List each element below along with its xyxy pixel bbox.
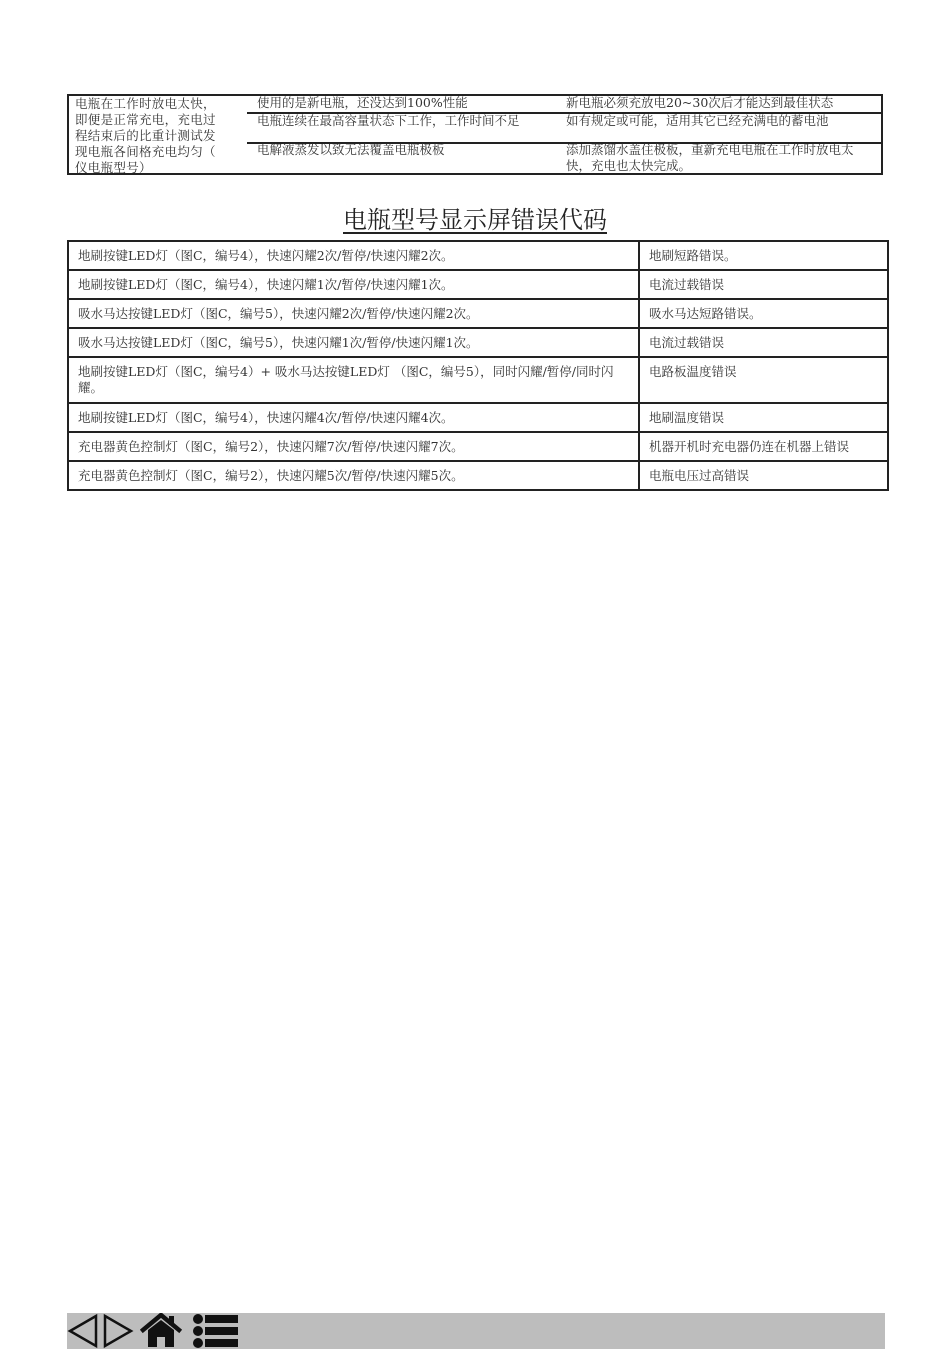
next-arrow-icon: [101, 1313, 135, 1349]
cause-line: 程结束后的比重计测试发: [75, 128, 216, 143]
error-code-table: [67, 240, 889, 491]
bottom-nav-bar: [67, 1313, 885, 1349]
cause-cell: [75, 96, 247, 176]
solution-cell: 添加蒸馏水盖住极板，重新充电电瓶在工作时放电太快，充电也太快完成。: [566, 142, 854, 173]
cause-line: 电瓶在工作时放电太快，: [75, 96, 216, 111]
table-row: [68, 432, 888, 461]
error-cell: 地刷短路错误。: [639, 241, 888, 270]
reason-cell: 使用的是新电瓶，还没达到100%性能: [257, 95, 468, 110]
table-row: [68, 299, 888, 328]
reason-cell: 电解液蒸发以致无法覆盖电瓶极板: [257, 142, 445, 157]
indicator-cell: 地刷按键LED灯（图C，编号4），快速闪耀2次/暂停/快速闪耀2次。: [68, 241, 639, 270]
home-icon: [140, 1313, 182, 1349]
error-cell: 电路板温度错误: [639, 357, 888, 403]
next-page-button[interactable]: [101, 1313, 135, 1349]
indicator-cell: 地刷按键LED灯（图C，编号4），快速闪耀1次/暂停/快速闪耀1次。: [68, 270, 639, 299]
prev-arrow-icon: [67, 1313, 101, 1349]
table-row: [68, 461, 888, 490]
solution-cell: 新电瓶必须充放电20~30次后才能达到最佳状态: [566, 95, 834, 110]
reason-cell: 电瓶连续在最高容量状态下工作，工作时间不足: [257, 113, 520, 128]
indicator-cell: 吸水马达按键LED灯（图C，编号5），快速闪耀2次/暂停/快速闪耀2次。: [68, 299, 639, 328]
table-row: [68, 241, 888, 270]
troubleshooting-table: [67, 94, 883, 175]
indicator-cell: 充电器黄色控制灯（图C，编号2），快速闪耀5次/暂停/快速闪耀5次。: [68, 461, 639, 490]
section-title: 电瓶型号显示屏错误代码: [343, 206, 607, 234]
table-row: [68, 357, 888, 403]
table-row: [68, 270, 888, 299]
prev-page-button[interactable]: [67, 1313, 101, 1349]
home-button[interactable]: [140, 1313, 182, 1349]
error-cell: 电瓶电压过高错误: [639, 461, 888, 490]
menu-button[interactable]: [191, 1313, 241, 1349]
cause-line: 即便是正常充电，充电过: [75, 112, 216, 127]
table-row: [68, 328, 888, 357]
indicator-cell: 充电器黄色控制灯（图C，编号2），快速闪耀7次/暂停/快速闪耀7次。: [68, 432, 639, 461]
table-row: [68, 403, 888, 432]
error-cell: 电流过载错误: [639, 270, 888, 299]
error-cell: 吸水马达短路错误。: [639, 299, 888, 328]
cause-line: 现电瓶各间格充电均匀（: [75, 144, 216, 159]
menu-list-icon: [191, 1313, 241, 1349]
solution-cell: 如有规定或可能，适用其它已经充满电的蓄电池: [566, 113, 829, 128]
indicator-cell: 地刷按键LED灯（图C，编号4）+ 吸水马达按键LED灯 （图C，编号5），同时闪耀/暂停/同时闪耀。: [68, 357, 639, 403]
cause-line: 仪电瓶型号）: [75, 160, 152, 175]
error-cell: 机器开机时充电器仍连在机器上错误: [639, 432, 888, 461]
indicator-cell: 地刷按键LED灯（图C，编号4），快速闪耀4次/暂停/快速闪耀4次。: [68, 403, 639, 432]
indicator-cell: 吸水马达按键LED灯（图C，编号5），快速闪耀1次/暂停/快速闪耀1次。: [68, 328, 639, 357]
error-cell: 地刷温度错误: [639, 403, 888, 432]
error-cell: 电流过载错误: [639, 328, 888, 357]
